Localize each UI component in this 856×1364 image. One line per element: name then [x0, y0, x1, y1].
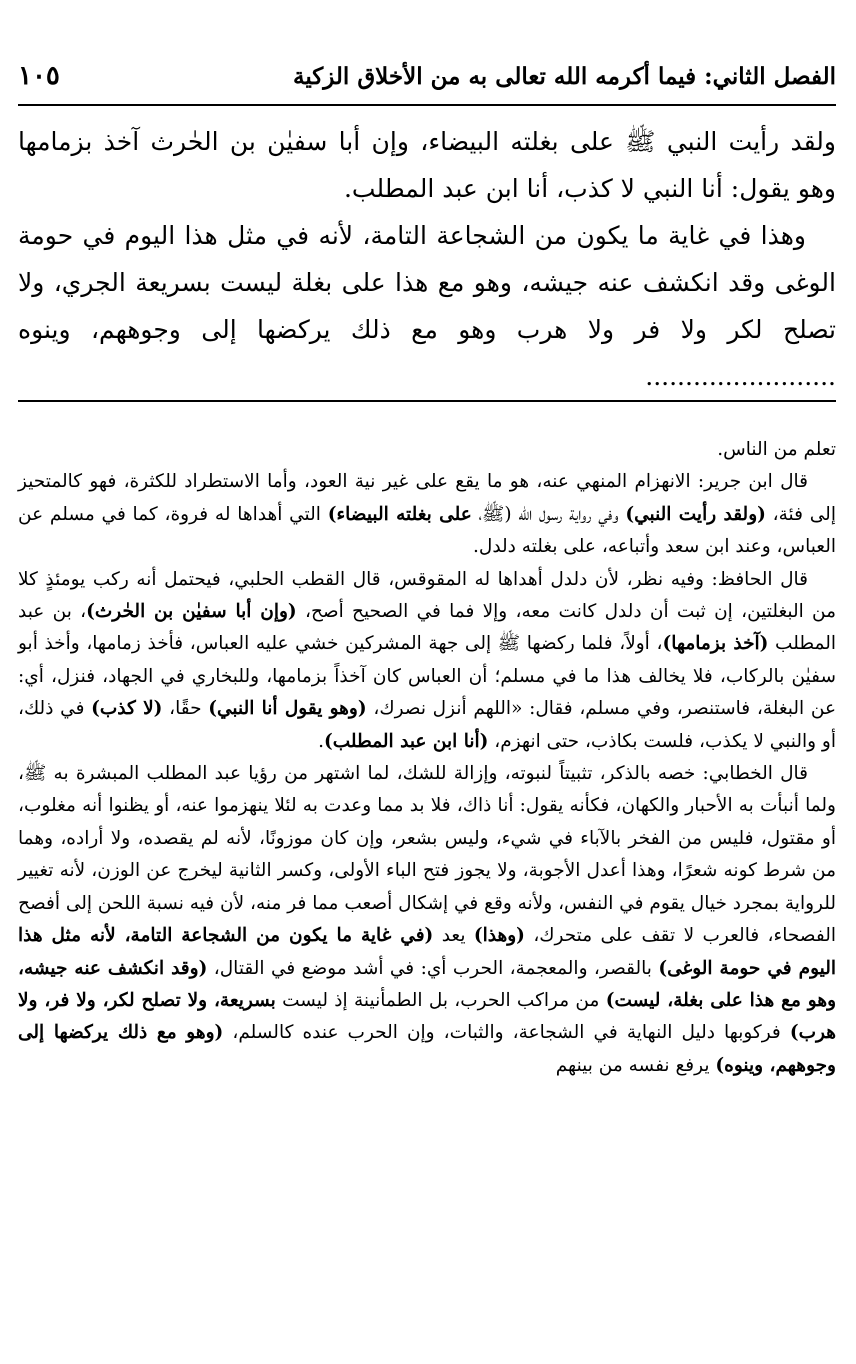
commentary-text: من مراكب الحرب، بل الطمأنينة إذ ليست — [282, 989, 600, 1011]
commentary-text: قال الحافظ: وفيه نظر، لأن دلدل أهداها له المقوقس، قال القطب الحلبي، فيحتمل أنه ركب يومئذٍ كلا من البغلتين، إن ثبت أن دلدل كانت معه، وإلا فما في الصحيح أصح، — [18, 568, 837, 623]
commentary-text: قال الخطابي: خصه بالذكر، تثبيتاً لنبوته، وإزالة للشك، لما اشتهر من رؤيا عبد المطلب المبشرة به ﷺ، ولما أنبأت به الأحبار والكهان، فكأنه يقول: أنا ذاك، فلا بد مما وعدت به لئلا ينهزموا عنه، أو يظنوا أنه مغلوب، أو مقتول، فليس من الفخر بالآباء في شيء، وليس بشعر، وإن كان موزونًا، لأنه لم يقصده، ولا أراده، وهما من شرط كونه شعرًا، وهذا أعدل الأجوبة، ولا يجوز فتح الباء الأولى، وكسر الثانية ليخرج عن الوزن، لأنه تغيير للرواية بمجرد خيال يقوم في النفس، ولأنه وقع في إشكال أصعب مما فر منه، لأن فيه نسبة اللحن إلى أفصح الفصحاء، فالعرب لا تقف على متحرك، — [18, 763, 836, 947]
commentary-paragraph — [18, 758, 836, 1082]
commentary-text: يعد — [441, 925, 466, 947]
quoted-text: (وقد انكشف عنه جيشه، وهو مع هذا على بغلة، ليست) — [18, 957, 837, 1011]
main-commentary-separator — [18, 400, 836, 402]
main-text — [18, 118, 836, 400]
commentary-text: يرفع نفسه من بينهم — [555, 1054, 710, 1076]
quoted-text: (لا كذب) — [91, 698, 163, 720]
quoted-text: بسريعة، ولا تصلح لكر، ولا فر، ولا هرب) — [18, 989, 836, 1044]
commentary-paragraph — [18, 466, 836, 563]
quoted-text: (وهو يقول أنا النبي) — [208, 698, 367, 720]
quoted-text: (وهذا) — [473, 925, 525, 947]
main-paragraph: ولقد رأيت النبي ﷺ على بغلته البيضاء، وإن أبا سفيٰن بن الحٰرث آخذ بزمامها وهو يقول: أنا النبي لا كذب، أنا ابن عبد المطلب. — [18, 127, 836, 203]
commentary-text: قال ابن جرير: الانهزام المنهي عنه، هو ما يقع على غير نية العود، وأما الاستطراد للكثرة، فهو كالمتحيز إلى فئة، — [18, 471, 836, 525]
main-paragraph — [18, 212, 836, 400]
commentary-text: فركوبها دليل النهاية في الشجاعة، والثبات، وإن الحرب عنده كالسلم، — [232, 1022, 781, 1044]
quoted-text: (في غاية ما يكون من الشجاعة التامة، لأنه مثل هذا اليوم في حومة الوغى) — [18, 925, 836, 979]
quoted-text: على بغلته البيضاء) — [327, 503, 472, 525]
page-number: ١٠٥ — [18, 61, 60, 91]
main-paragraph-text: وهذا في غاية ما يكون من الشجاعة التامة، لأنه في مثل هذا اليوم في حومة الوغى وقد انكشف عنه جيشه، وهو مع هذا على بغلة ليست بسريعة الجري، ولا تصلح لكر ولا فر ولا هرب وهو مع ذلك يركضها إلى وجوههم، وينوه — [18, 221, 836, 344]
quoted-text: (ولقد رأيت النبي) — [625, 503, 766, 525]
commentary-text: ، بن عبد المطلب — [18, 601, 836, 655]
quoted-text: (وإن أبا سفيٰن بن الحٰرث) — [86, 601, 297, 623]
running-header — [18, 56, 836, 96]
quoted-text: (آخذ بزمامها) — [662, 633, 769, 655]
commentary-text: في ذلك، أو والنبي لا يكذب، فلست بكاذب، حتى انهزم، — [18, 698, 836, 752]
commentary-text: بالقصر، والمعجمة، الحرب أي: في أشد موضع في القتال، — [213, 957, 652, 979]
commentary-text: حقًا، — [169, 698, 202, 720]
commentary-line: تعلم من الناس. — [717, 439, 836, 460]
commentary-text: وفي رواية رسول الله (ﷺ، — [478, 503, 619, 525]
quoted-text: (وهو مع ذلك يركضها إلى وجوههم، وينوه) — [18, 1022, 836, 1076]
continuation-dots: ........................ — [645, 362, 836, 391]
header-rule — [18, 104, 836, 106]
quoted-text: (أنا ابن عبد المطلب) — [324, 730, 489, 752]
chapter-title: الفصل الثاني: فيما أكرمه الله تعالى به من الأخلاق الزكية — [293, 62, 836, 90]
commentary-text: التي أهداها له فروة، كما في مسلم عن العباس، وعند ابن سعد وأتباعه، على بغلته دلدل. — [18, 503, 836, 558]
commentary-text: ، أولاً، فلما ركضها ﷺ إلى جهة المشركين خشي عليه العباس، فأخذ زمامها، وأخذ أبو سفيٰن بالركاب، فلا يخالف هذا ما في مسلم؛ أن العباس كان آخذاً بزمامها، وللبخاري في الجهاد، فنزل، أي: عن البغلة، فاستنصر، وفي مسلم، فقال: «اللهم أنزل نصرك، — [18, 633, 836, 720]
commentary-paragraph — [18, 564, 836, 758]
commentary — [18, 434, 836, 1082]
commentary-text: . — [318, 730, 324, 752]
